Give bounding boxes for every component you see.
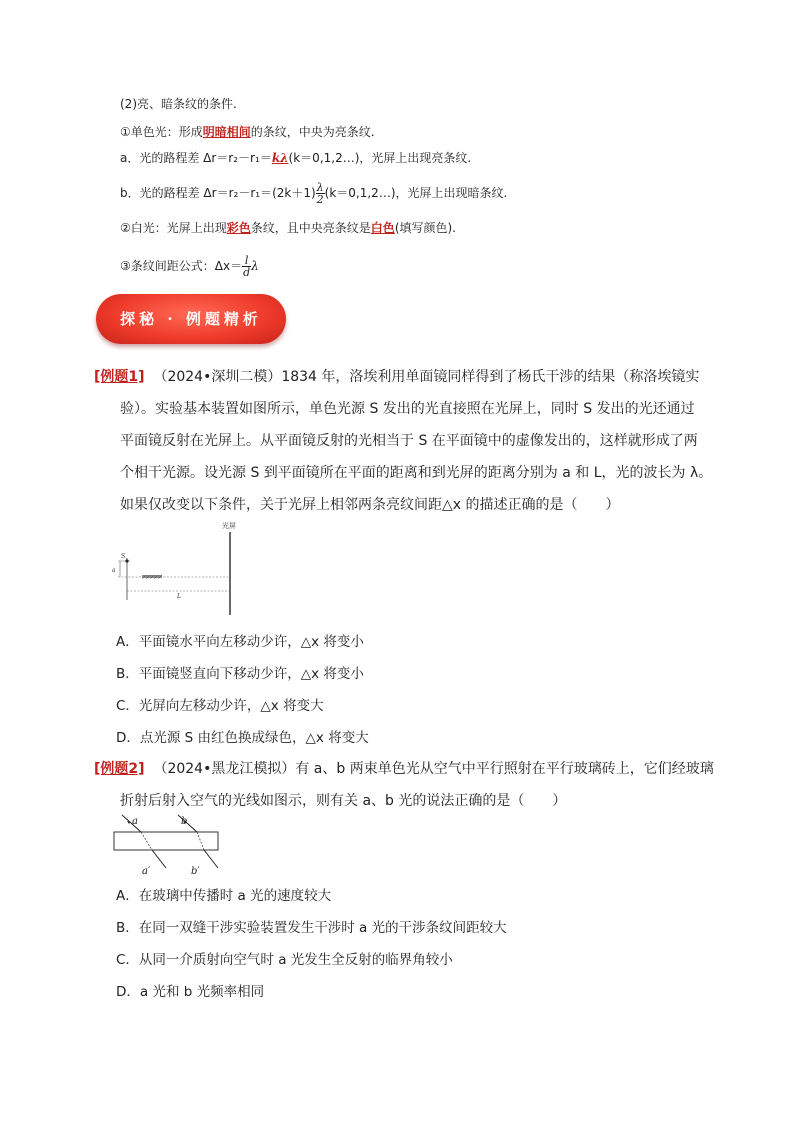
- example1-line-3: 个相干光源。设光源 S 到平面镜所在平面的距离和到光屏的距离分别为 a 和 L，光的波长为 λ。: [120, 465, 713, 481]
- lloyd-mirror-diagram: [108, 518, 248, 618]
- ray-b-exit: [204, 850, 218, 868]
- ray-a-prime-label: a′: [142, 866, 151, 877]
- spacing-suffix: λ: [251, 259, 259, 273]
- ray-a-label: a: [132, 816, 138, 827]
- example1-line-0: （2024•深圳二模）1834 年，洛埃利用单面镜同样得到了杨氏干涉的结果（称洛埃镜实: [153, 369, 700, 385]
- b-suffix: (k＝0,1,2…)，光屏上出现暗条纹.: [324, 186, 508, 200]
- example2-first-line: [94, 758, 714, 778]
- example2-option-a[interactable]: A．在玻璃中传播时 a 光的速度较大: [116, 888, 332, 904]
- l-over-d-fraction: $\frac{l}{d}$: [243, 254, 251, 279]
- ray-a-exit: [152, 850, 166, 868]
- example1-option-a[interactable]: A．平面镜水平向左移动少许，△x 将变小: [116, 634, 364, 650]
- example1-first-line: [94, 366, 699, 386]
- example1-line-4: 如果仅改变以下条件，关于光屏上相邻两条亮纹间距△x 的描述正确的是（ ）: [120, 497, 620, 513]
- b-prefix: b．光的路程差 Δr＝r₂－r₁＝(2k＋1): [120, 186, 316, 200]
- example2-line-0: （2024•黑龙江模拟）有 a、b 两束单色光从空气中平行照射在平行玻璃砖上，它们经玻璃: [153, 761, 714, 777]
- white-suffix: (填写颜色).: [394, 221, 456, 235]
- a-suffix: (k＝0,1,2…)，光屏上出现亮条纹.: [288, 151, 472, 165]
- mono-suffix: 的条纹，中央为亮条纹.: [250, 125, 375, 139]
- white-highlight-white: 白色: [370, 221, 395, 235]
- screen-label: 光屏: [222, 522, 236, 530]
- example1-option-c[interactable]: C．光屏向左移动少许，△x 将变大: [116, 698, 324, 714]
- example2-tag: [例题2]: [94, 761, 145, 777]
- example1-tag: [例题1]: [94, 369, 145, 385]
- ray-b-refracted: [197, 832, 204, 850]
- example2-option-c[interactable]: C．从同一介质射向空气时 a 光发生全反射的临界角较小: [116, 952, 453, 968]
- mono-light-line: [120, 124, 375, 140]
- ray-b-label: b: [181, 816, 188, 827]
- section-banner: 探秘 · 例题精析: [96, 294, 286, 344]
- white-mid: 条纹，且中央亮条纹是: [250, 221, 371, 235]
- white-prefix: ②白光：光屏上出现: [120, 221, 227, 235]
- example2-line-1: 折射后射入空气的光线如图示，则有关 a、b 光的说法正确的是（ ）: [120, 793, 567, 809]
- a-highlight: kλ: [271, 151, 289, 165]
- ray-b-prime-label: b′: [191, 866, 200, 877]
- bright-fringe-line: [120, 150, 471, 166]
- spacing-formula-line: [120, 252, 259, 280]
- mono-prefix: ①单色光：形成: [120, 125, 203, 139]
- ray-a-refracted: [141, 832, 152, 850]
- white-light-line: [120, 220, 456, 236]
- glass-slab: [114, 832, 218, 850]
- half-lambda-fraction: $\frac{\lambda}{2}$: [316, 181, 324, 206]
- example1-line-1: 验）。实验基本装置如图所示，单色光源 S 发出的光直接照在光屏上，同时 S 发出的光还通过: [120, 401, 695, 417]
- example2-option-b[interactable]: B．在同一双缝干涉实验装置发生干涉时 a 光的干涉条纹间距较大: [116, 920, 507, 936]
- example2-option-d[interactable]: D．a 光和 b 光频率相同: [116, 984, 265, 1000]
- dark-fringe-line: [120, 180, 507, 206]
- notes-heading: (2)亮、暗条纹的条件.: [120, 97, 237, 111]
- s-label: S: [121, 553, 126, 560]
- l-label: L: [177, 593, 181, 600]
- example1-option-d[interactable]: D．点光源 S 由红色换成绿色，△x 将变大: [116, 730, 369, 746]
- mono-highlight: 明暗相间: [202, 125, 251, 139]
- spacing-prefix: ③条纹间距公式：Δx＝: [120, 259, 243, 273]
- a-label: a: [112, 567, 116, 574]
- example1-line-2: 平面镜反射在光屏上。从平面镜反射的光相当于 S 在平面镜中的虚像发出的，这样就形成了两: [120, 433, 698, 449]
- a-prefix: a．光的路程差 Δr＝r₂－r₁＝: [120, 151, 272, 165]
- glass-slab-diagram: [108, 812, 228, 878]
- example1-option-b[interactable]: B．平面镜竖直向下移动少许，△x 将变小: [116, 666, 364, 682]
- plane-mirror: [142, 575, 162, 578]
- white-highlight-color: 彩色: [226, 221, 251, 235]
